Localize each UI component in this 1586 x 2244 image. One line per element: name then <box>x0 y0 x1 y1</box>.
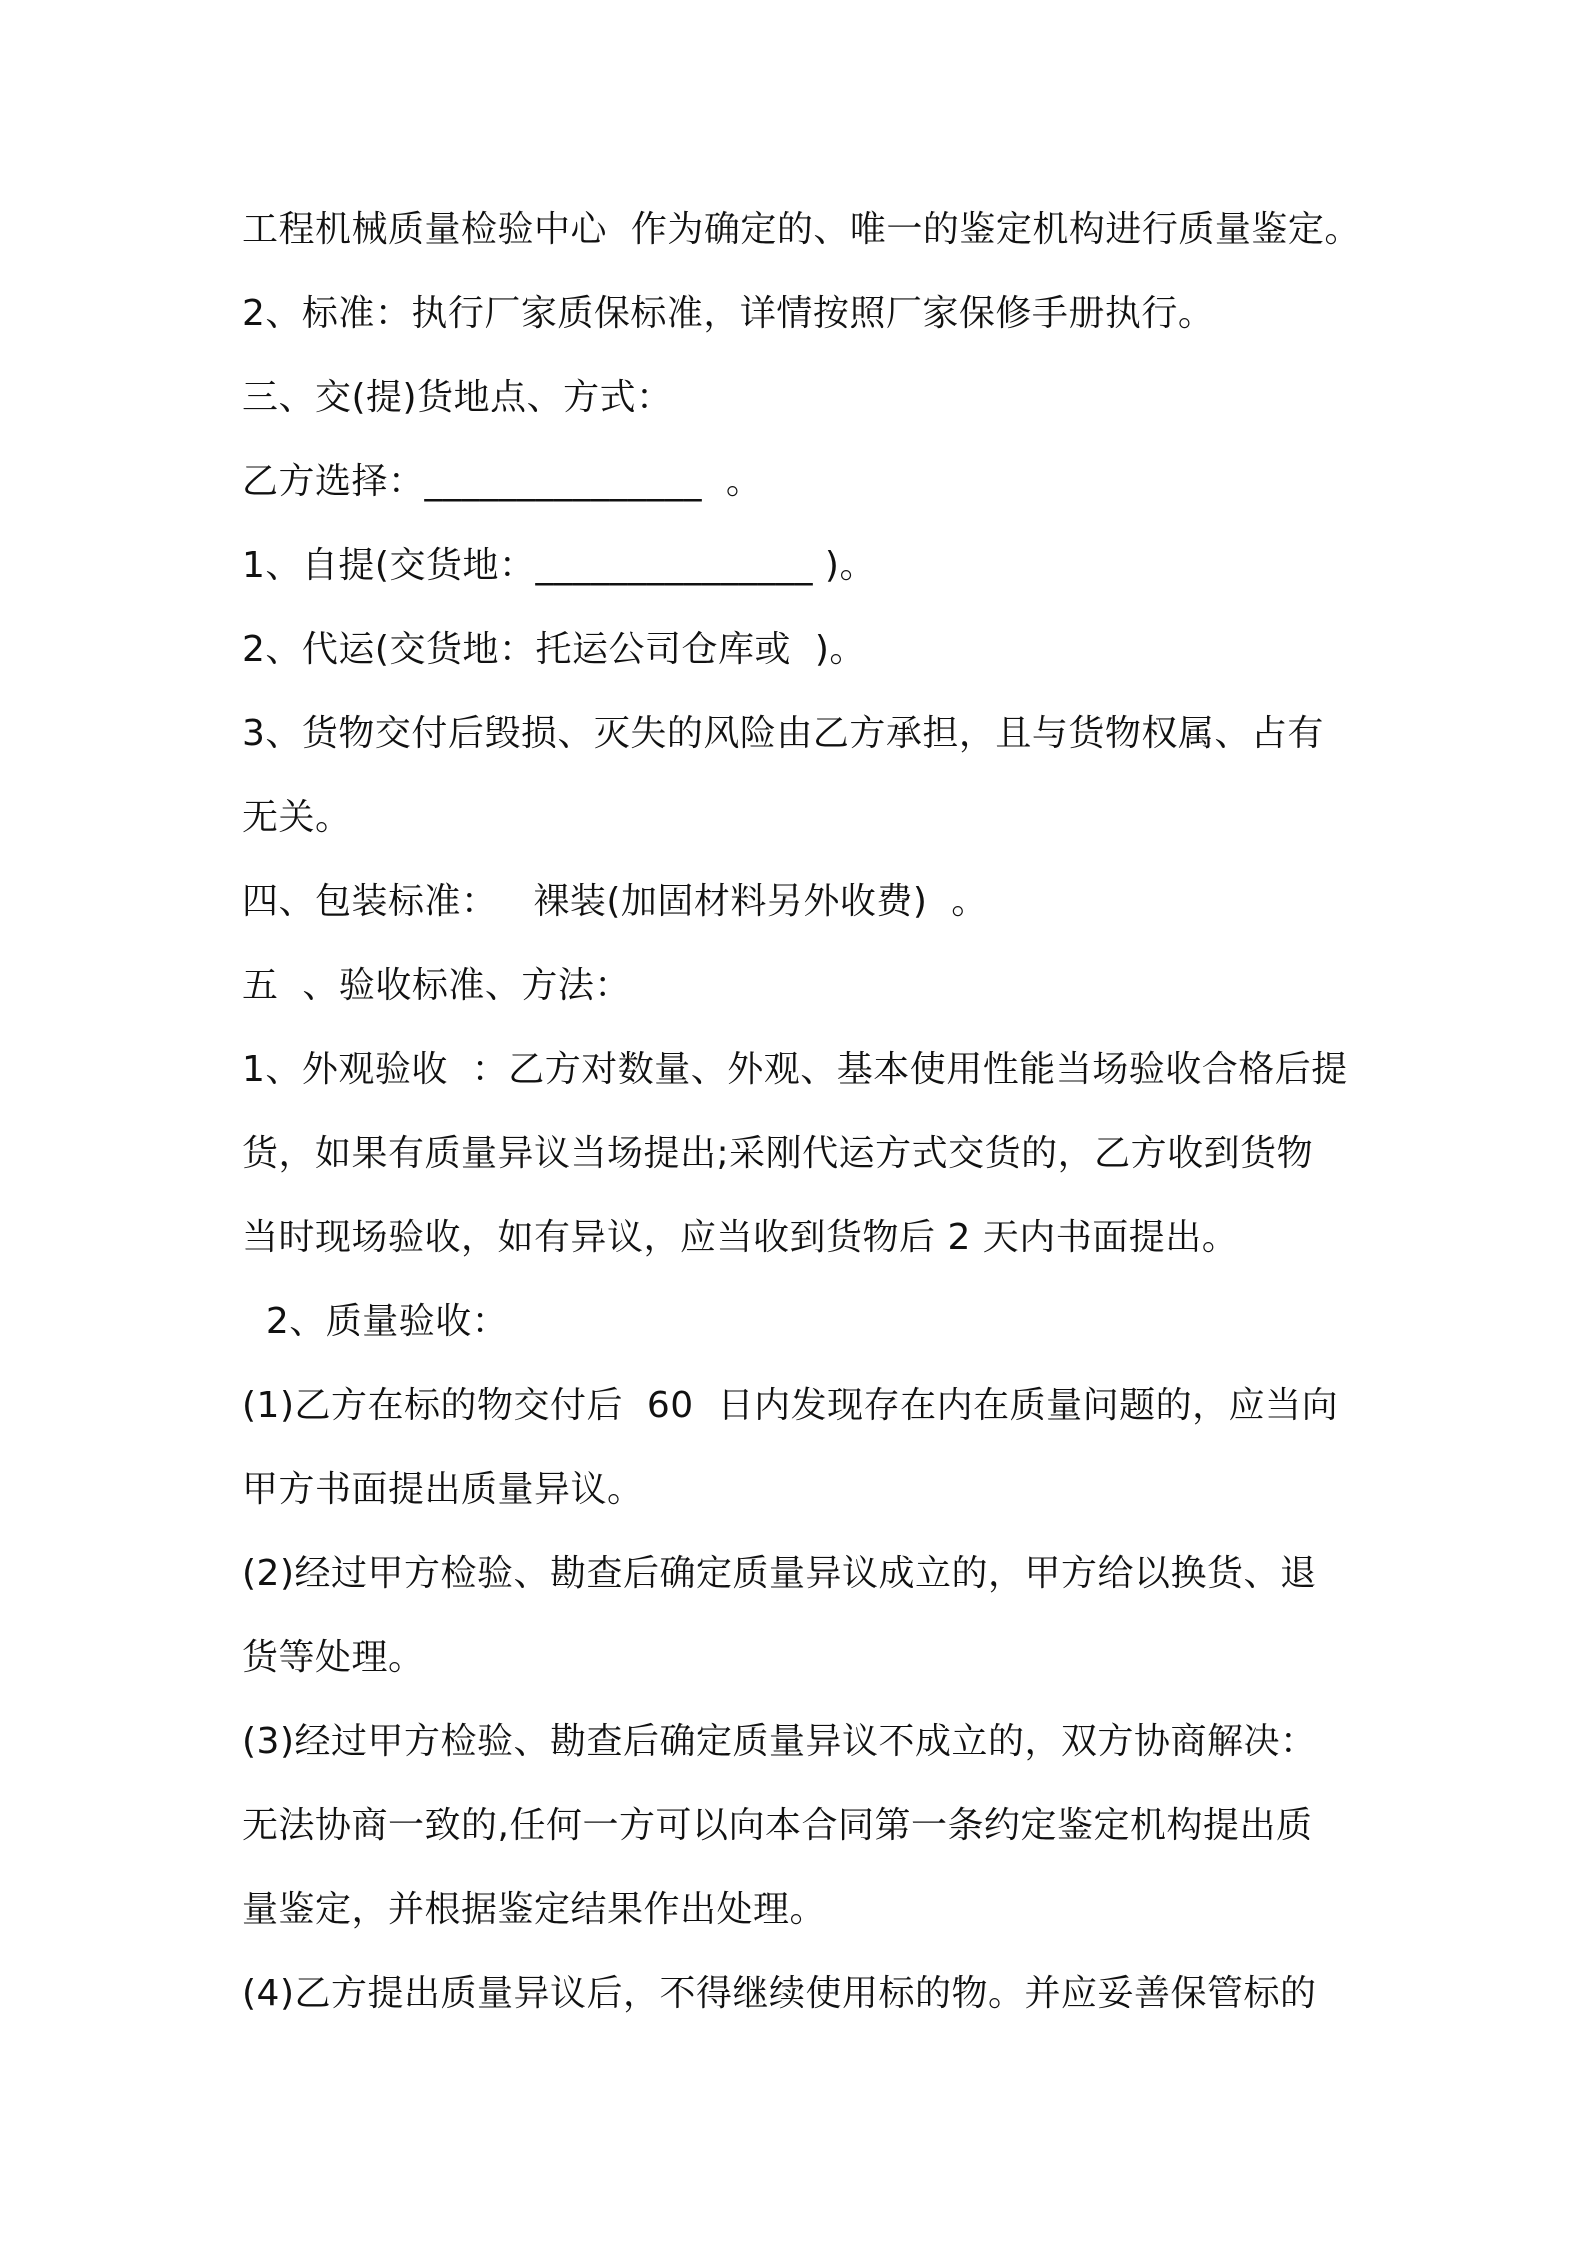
text-line: 无法协商一致的,任何一方可以向本合同第一条约定鉴定机构提出质 <box>242 1805 1313 1846</box>
text-line: 工程机械质量检验中心 作为确定的、唯一的鉴定机构进行质量鉴定。 <box>242 209 1361 250</box>
text-line: 3、货物交付后毁损、灭失的风险由乙方承担，且与货物权属、占有 <box>242 713 1324 754</box>
text-line: 2、标准：执行厂家质保标准，详情按照厂家保修手册执行。 <box>242 293 1215 334</box>
text-line: 五 、验收标准、方法： <box>242 965 631 1006</box>
text-line: 量鉴定，并根据鉴定结果作出处理。 <box>242 1889 827 1930</box>
text-line: 货等处理。 <box>242 1637 425 1678</box>
text-line: 2、代运(交货地：托运公司仓库或 )。 <box>242 629 866 670</box>
text-line: 无关。 <box>242 797 352 838</box>
text-line: 三、交(提)货地点、方式： <box>242 377 673 418</box>
text-line: 1、自提(交货地：_______________ )。 <box>242 545 876 586</box>
text-line: 2、质量验收： <box>242 1301 509 1342</box>
text-line: 四、包装标准： 裸装(加固材料另外收费) 。 <box>242 881 988 922</box>
text-line: (2)经过甲方检验、勘查后确定质量异议成立的，甲方给以换货、退 <box>242 1553 1317 1594</box>
text-line: (3)经过甲方检验、勘查后确定质量异议不成立的，双方协商解决： <box>242 1721 1317 1762</box>
text-line: 当时现场验收，如有异议，应当收到货物后 2 天内书面提出。 <box>242 1217 1239 1258</box>
text-line: 乙方选择：_______________ 。 <box>242 461 763 502</box>
text-line: (4)乙方提出质量异议后，不得继续使用标的物。并应妥善保管标的 <box>242 1973 1317 2014</box>
text-line: 甲方书面提出质量异议。 <box>242 1469 644 1510</box>
text-line: (1)乙方在标的物交付后 60 日内发现存在内在质量问题的，应当向 <box>242 1385 1339 1426</box>
text-line: 货，如果有质量异议当场提出;采刚代运方式交货的，乙方收到货物 <box>242 1133 1314 1174</box>
text-line: 1、外观验收 ：乙方对数量、外观、基本使用性能当场验收合格后提 <box>242 1049 1348 1090</box>
